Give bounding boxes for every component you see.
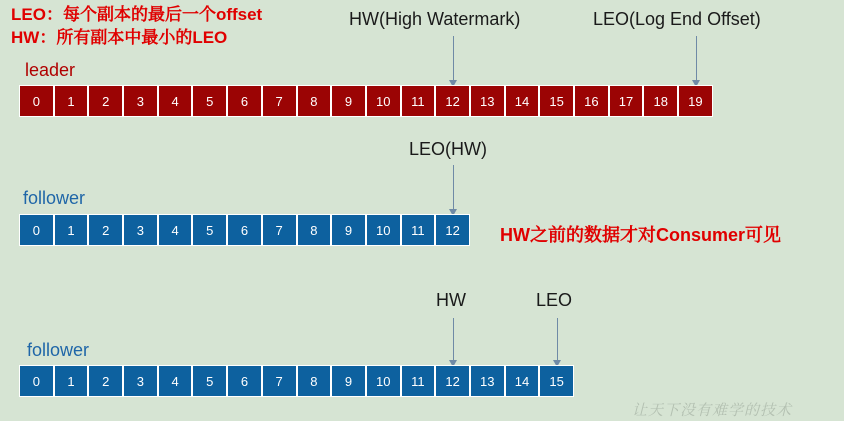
- offset-cell: 7: [262, 85, 297, 117]
- leader-role-label: leader: [25, 60, 76, 80]
- offset-cell: 11: [401, 214, 436, 246]
- follower2-log: [19, 365, 574, 397]
- offset-cell: 1: [54, 365, 89, 397]
- offset-cell: 11: [401, 365, 436, 397]
- offset-cell: 10: [366, 214, 401, 246]
- follower1-leo-hw-label: LEO(HW): [409, 139, 487, 159]
- offset-cell: 1: [54, 214, 89, 246]
- offset-cell: 4: [158, 214, 193, 246]
- offset-cell: 6: [227, 365, 262, 397]
- offset-cell: 13: [470, 365, 505, 397]
- offset-cell: 12: [435, 365, 470, 397]
- offset-cell: 3: [123, 85, 158, 117]
- offset-cell: 5: [192, 214, 227, 246]
- offset-cell: 0: [19, 85, 54, 117]
- offset-cell: 7: [262, 214, 297, 246]
- follower1-role-label: follower: [23, 188, 86, 208]
- offset-cell: 6: [227, 85, 262, 117]
- offset-cell: 12: [435, 85, 470, 117]
- offset-cell: 2: [88, 85, 123, 117]
- leader-hw-arrow: [453, 36, 454, 86]
- offset-cell: 8: [297, 365, 332, 397]
- offset-cell: 19: [678, 85, 713, 117]
- follower2-hw-label: HW: [436, 290, 466, 310]
- offset-cell: 9: [331, 365, 366, 397]
- offset-cell: 2: [88, 365, 123, 397]
- offset-cell: 18: [643, 85, 678, 117]
- offset-cell: 3: [123, 365, 158, 397]
- offset-cell: 14: [505, 365, 540, 397]
- leader-leo-label: LEO(Log End Offset): [593, 9, 761, 29]
- offset-cell: 6: [227, 214, 262, 246]
- offset-cell: 13: [470, 85, 505, 117]
- follower2-role-label: follower: [27, 340, 90, 360]
- follower2-hw-arrow: [453, 318, 454, 366]
- offset-cell: 12: [435, 214, 470, 246]
- offset-cell: 15: [539, 85, 574, 117]
- watermark-text: 让天下没有难学的技术: [632, 401, 793, 419]
- offset-cell: 7: [262, 365, 297, 397]
- offset-cell: 0: [19, 214, 54, 246]
- offset-cell: 5: [192, 85, 227, 117]
- offset-cell: 4: [158, 365, 193, 397]
- offset-cell: 17: [609, 85, 644, 117]
- leader-log: [19, 85, 713, 117]
- leader-hw-label: HW(High Watermark): [349, 9, 521, 29]
- follower2-leo-label: LEO: [536, 290, 573, 310]
- leader-leo-arrow: [696, 36, 697, 86]
- leo-definition: LEO：每个副本的最后一个offset: [11, 5, 263, 24]
- offset-cell: 5: [192, 365, 227, 397]
- offset-cell: 8: [297, 85, 332, 117]
- offset-cell: 9: [331, 214, 366, 246]
- hw-definition: HW：所有副本中最小的LEO: [11, 28, 228, 47]
- offset-cell: 1: [54, 85, 89, 117]
- offset-cell: 10: [366, 365, 401, 397]
- offset-cell: 2: [88, 214, 123, 246]
- visibility-note: HW之前的数据才对Consumer可见: [500, 225, 782, 245]
- offset-cell: 8: [297, 214, 332, 246]
- offset-cell: 9: [331, 85, 366, 117]
- offset-cell: 16: [574, 85, 609, 117]
- follower1-log: [19, 214, 470, 246]
- offset-cell: 0: [19, 365, 54, 397]
- follower2-leo-arrow: [557, 318, 558, 366]
- offset-cell: 10: [366, 85, 401, 117]
- offset-cell: 14: [505, 85, 540, 117]
- offset-cell: 15: [539, 365, 574, 397]
- follower1-leo-hw-arrow: [453, 165, 454, 215]
- offset-cell: 11: [401, 85, 436, 117]
- offset-cell: 3: [123, 214, 158, 246]
- offset-cell: 4: [158, 85, 193, 117]
